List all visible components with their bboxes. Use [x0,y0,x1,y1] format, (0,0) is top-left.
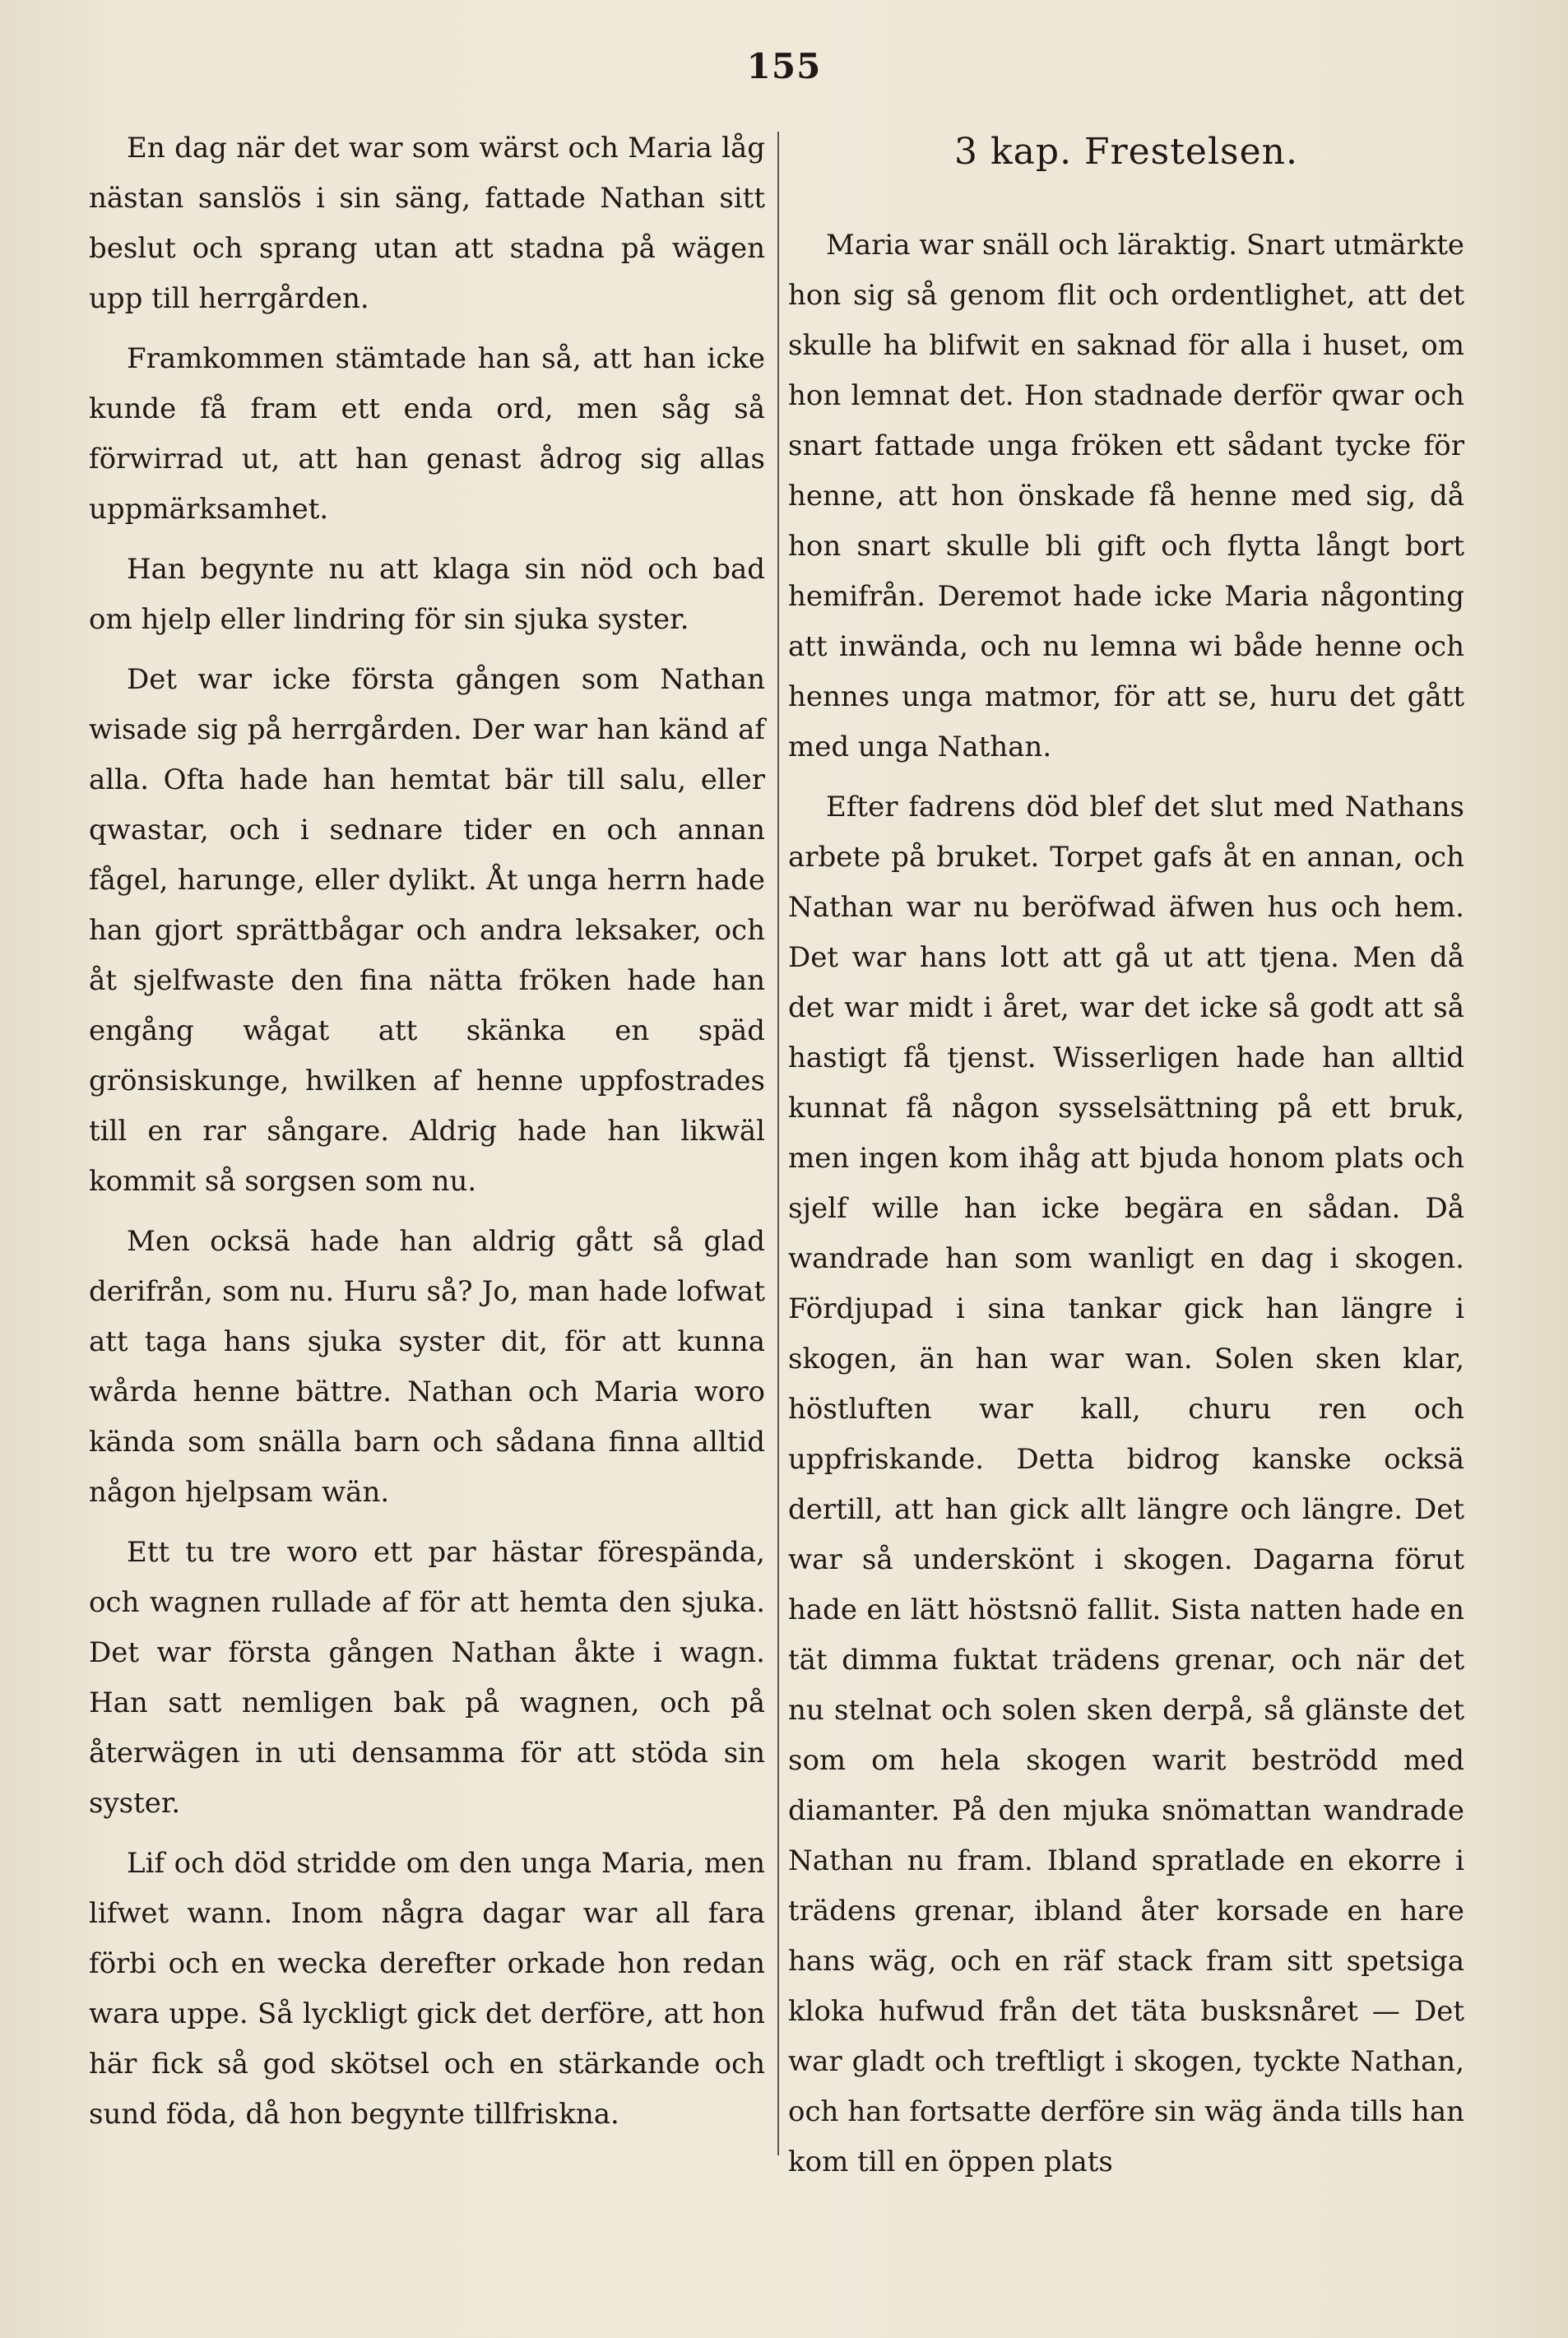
column-divider [777,132,779,2155]
paragraph: Ett tu tre woro ett par hästar förespända, och wagnen rullade af för att hemta den sjuka. Det war första gången Nathan åkte i wagn. Han satt nemligen bak på wagnen, och på återwägen in uti densamma för att stöda sin syster. [89,1536,765,1820]
left-column [89,123,765,2150]
paragraph: Han begynte nu att klaga sin nöd och bad om hjelp eller lindring för sin sjuka syster. [89,553,765,636]
paragraph: Efter fadrens död blef det slut med Nathans arbete på bruket. Torpet gafs åt en annan, och Nathan war nu beröfwad äfwen hus och hem. Det war hans lott att gå ut att tjena. Men då det war midt i året, war det icke så godt att så hastigt få tjenst. Wisserligen hade han alltid kunnat få någon sysselsättning på ett bruk, men ingen kom ihåg att bjuda honom plats och sjelf wille han icke begära en sådan. Då wandrade han som wanligt en dag i skogen. Fördjupad i sina tankar gick han längre i skogen, än han war wan. Solen sken klar, höstluften war kall, churu ren och uppfriskande. Detta bidrog kanske ocksä dertill, att han gick allt längre och längre. Det war så underskönt i skogen. Dagarna förut hade en lätt höstsnö fallit. Sista natten hade en tät dimma fuktat trädens grenar, och när det nu stelnat och solen sken derpå, så glänste det som om hela skogen warit beströdd med diamanter. På den mjuka snömattan wandrade Nathan nu fram. Ibland spratlade en ekorre i trädens grenar, ibland åter korsade en hare hans wäg, och en räf stack fram sitt spetsiga kloka hufwud från det täta busksnåret — Det war gladt och treftligt i skogen, tyckte Nathan, och han fortsatte derföre sin wäg ända tills han kom till en öppen plats [788,791,1464,2178]
page-number: 155 [746,46,822,86]
paragraph: Maria war snäll och läraktig. Snart utmärkte hon sig så genom flit och ordentlighet, att det skulle ha blifwit en saknad för alla i huset, om hon lemnat det. Hon stadnade derför qwar och snart fattade unga fröken ett sådant tycke för henne, att hon önskade få henne med sig, då hon snart skulle bli gift och flytta långt bort hemifrån. Deremot hade icke Maria någonting att inwända, och nu lemna wi både henne och hennes unga matmor, för att se, huru det gått med unga Nathan. [788,229,1464,763]
paragraph: Det war icke första gången som Nathan wisade sig på herrgården. Der war han känd af alla. Ofta hade han hemtat bär till salu, eller qwastar, och i sednare tider en och annan fågel, harunge, eller dylikt. Åt unga herrn hade han gjort sprättbågar och andra leksaker, och åt sjelfwaste den fina nätta fröken hade han engång wågat att skänka en späd grönsiskunge, hwilken af henne uppfostrades till en rar sångare. Aldrig hade han likwäl kommit så sorgsen som nu. [89,663,765,1198]
paragraph: Framkommen stämtade han så, att han icke kunde få fram ett enda ord, men såg så förwirrad ut, att han genast ådrog sig allas uppmärksamhet. [89,342,765,526]
paragraph: Men ocksä hade han aldrig gått så glad derifrån, som nu. Huru så? Jo, man hade lofwat att taga hans sjuka syster dit, för att kunna wårda henne bättre. Nathan och Maria woro kända som snälla barn och sådana finna alltid någon hjelpsam wän. [89,1225,765,1509]
right-column [788,123,1464,2197]
chapter-title: 3 kap. Frestelsen. [954,131,1298,173]
paragraph: Lif och död stridde om den unga Maria, men lifwet wann. Inom några dagar war all fara förbi och en wecka derefter orkade hon redan wara uppe. Så lyckligt gick det derföre, att hon här fick så god skötsel och en stärkande och sund föda, då hon begynte tillfriskna. [89,1847,765,2131]
paragraph: En dag när det war som wärst och Maria låg nästan sanslös i sin säng, fattade Nathan sitt beslut och sprang utan att stadna på wägen upp till herrgården. [89,132,765,315]
